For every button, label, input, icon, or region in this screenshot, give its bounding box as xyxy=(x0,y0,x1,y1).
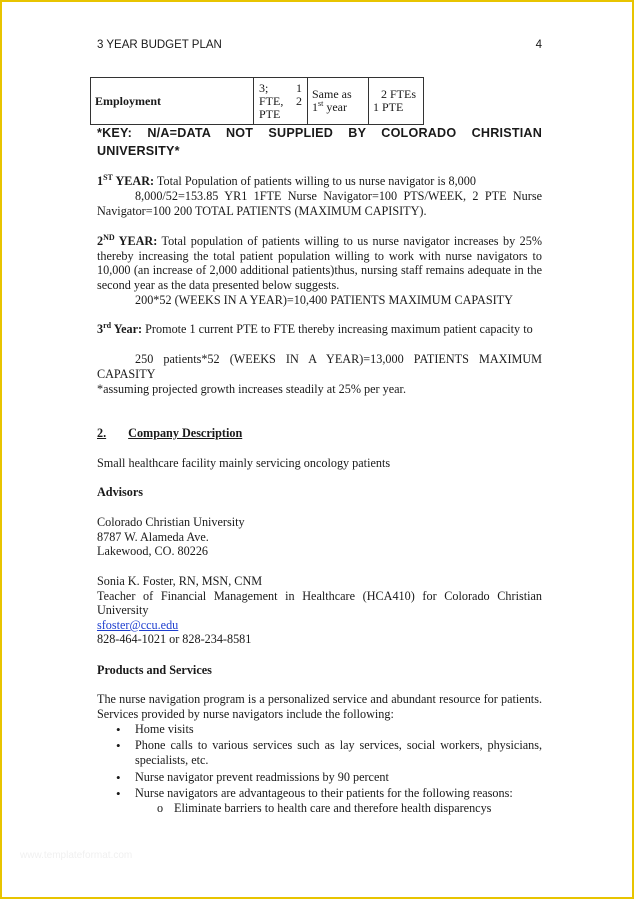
address-line: 8787 W. Alameda Ave. xyxy=(97,529,209,544)
page-header xyxy=(97,38,542,53)
year3-text: Promote 1 current PTE to FTE thereby increasing maximum patient capacity to xyxy=(142,322,533,336)
list-item: • Phone calls to various services such as lay services, social workers, physicians, specialists, etc. xyxy=(135,738,542,768)
table-cell-year3 xyxy=(369,78,424,125)
year2-detail: 200*52 (WEEKS IN A YEAR)=10,400 PATIENTS MAXIMUM CAPASITY xyxy=(135,293,513,307)
table-cell-year2 xyxy=(308,78,369,125)
products-intro: The nurse navigation program is a personalized service and abundant resource for patients. Services provided by nurse navigators include the following: xyxy=(97,692,542,721)
address-line: Colorado Christian University xyxy=(97,515,245,529)
email-link[interactable]: sfoster@ccu.edu xyxy=(97,617,179,632)
services-list xyxy=(97,722,542,816)
watermark: www.templateformat.com xyxy=(20,850,133,861)
section-number: 2. xyxy=(97,426,107,440)
products-heading: Products and Services xyxy=(97,663,212,677)
year2-label: 2ND YEAR: xyxy=(97,232,158,248)
year3-label: 3rd Year: xyxy=(97,320,143,336)
advisors-heading: Advisors xyxy=(97,485,144,499)
cell-sup: st xyxy=(318,99,324,108)
list-item: • Nurse navigators are advantageous to their patients for the following reasons: xyxy=(135,786,542,801)
address-line: Lakewood, CO. 80226 xyxy=(97,544,209,559)
cell-text: 1 xyxy=(312,100,318,114)
list-item: • Home visits xyxy=(135,722,542,737)
table-cell-year1: 3; 1 FTE, 2 PTE xyxy=(254,78,308,125)
year1-label: 1ST YEAR: xyxy=(97,172,155,188)
section-title: Company Description xyxy=(128,426,243,440)
year2-paragraph xyxy=(97,234,542,292)
year2-text: Total population of patients willing to us nurse navigator increases by 25% thereby increasing the total patient population willing to work with nurse navigators to 10,000 (an increase of 2,000 additional patients)thus, nursing staff remains adequate in the second year as the data presented below suggests. xyxy=(97,234,542,292)
sub-list-item xyxy=(97,801,542,816)
company-description: Small healthcare facility mainly servicing oncology patients xyxy=(97,456,391,470)
year1-detail: 8,000/52=153.85 YR1 1FTE Nurse Navigator=100 PTS/WEEK, 2 PTE Nurse Navigator=100 200 TOTAL PATIENTS (MAXIMUM CAPISITY). xyxy=(97,189,542,218)
staffing-table xyxy=(90,77,424,125)
growth-assumption: *assuming projected growth increases steadily at 25% per year. xyxy=(97,382,406,396)
sub-item-text: Eliminate barriers to health care and therefore health disparencys xyxy=(174,801,492,816)
cell-text: year xyxy=(323,100,347,114)
page-number: 4 xyxy=(535,39,542,51)
year1-paragraph xyxy=(97,174,542,189)
cell-text: 2 FTEs xyxy=(381,87,417,101)
cell-text: Same as xyxy=(312,87,352,101)
sub-bullet: o xyxy=(157,801,164,816)
table-cell-label: Employment xyxy=(91,78,254,125)
contact-phone: 828-464-1021 or 828-234-8581 xyxy=(97,632,252,647)
section-heading xyxy=(97,426,542,441)
year3-detail: 250 patients*52 (WEEKS IN A YEAR)=13,000 PATIENTS MAXIMUM CAPASITY xyxy=(97,352,542,381)
table-row xyxy=(91,78,424,125)
header-title: 3 YEAR BUDGET PLAN xyxy=(97,39,222,51)
year1-text: Total Population of patients willing to us nurse navigator is 8,000 xyxy=(154,174,476,188)
year3-paragraph xyxy=(97,322,542,337)
advisor-address xyxy=(97,515,542,559)
cell-text: 1 PTE xyxy=(373,100,404,114)
key-note: *KEY: N/A=DATA NOT SUPPLIED BY COLORADO CHRISTIAN UNIVERSITY* xyxy=(97,126,542,158)
contact-name: Sonia K. Foster, RN, MSN, CNM xyxy=(97,574,263,588)
contact-title: Teacher of Financial Management in Healthcare (HCA410) for Colorado Christian University xyxy=(97,588,542,618)
contact-block xyxy=(97,574,542,647)
list-item: • Nurse navigator prevent readmissions by 90 percent xyxy=(135,770,542,785)
